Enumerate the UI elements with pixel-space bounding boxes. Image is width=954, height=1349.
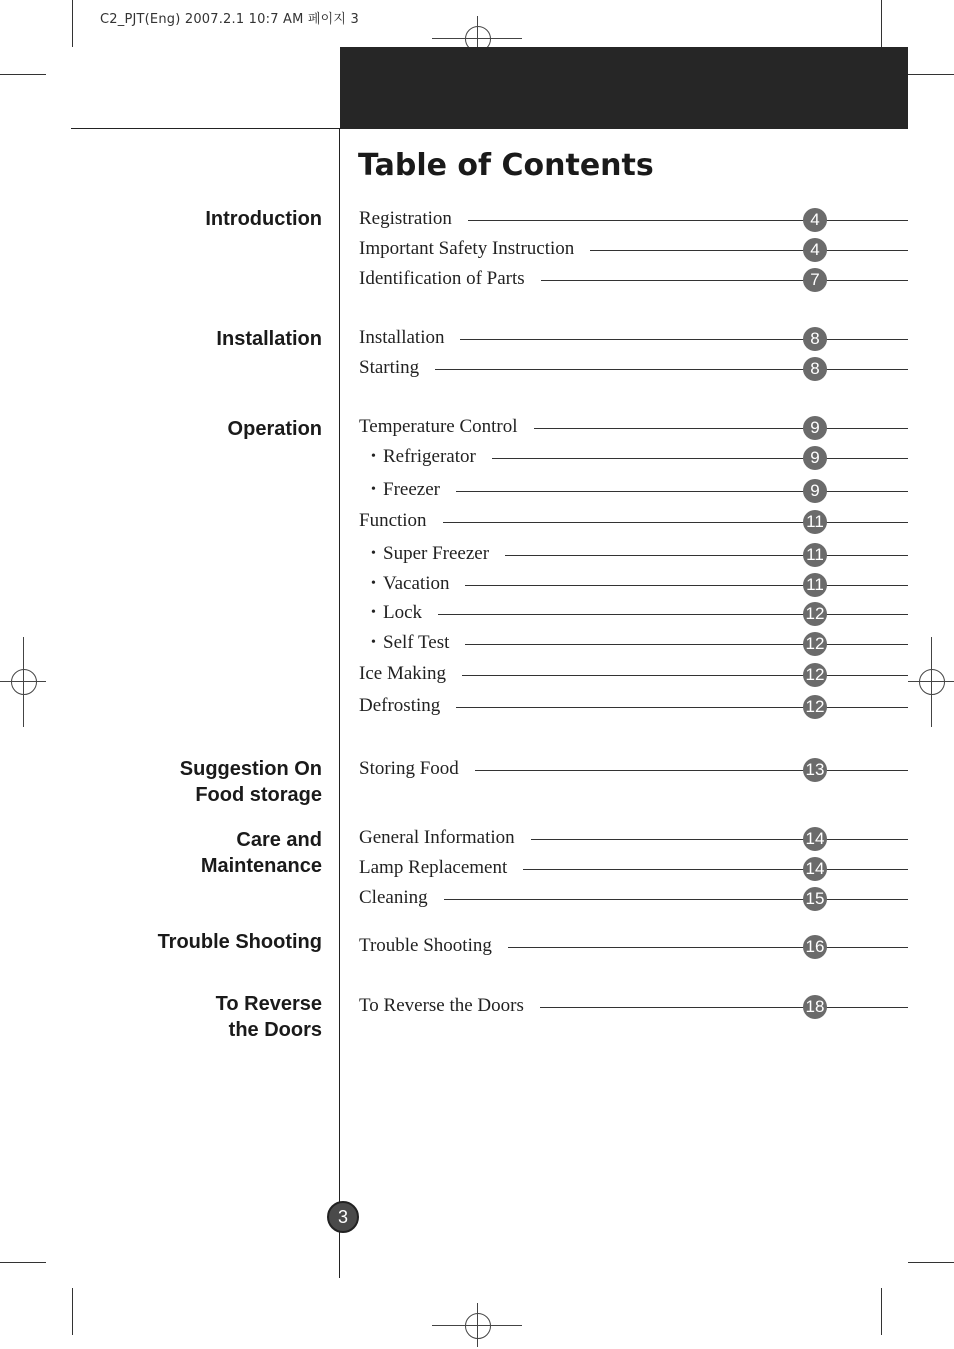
crop-mark bbox=[0, 74, 46, 75]
toc-entry bbox=[359, 572, 908, 596]
leader-rule bbox=[475, 770, 908, 771]
toc-entry bbox=[359, 856, 908, 880]
page-number-badge: 9 bbox=[803, 446, 827, 470]
leader-rule bbox=[460, 339, 908, 340]
toc-entry-label: Trouble Shooting bbox=[359, 935, 492, 956]
toc-entry bbox=[359, 694, 908, 718]
leader-rule bbox=[462, 675, 908, 676]
toc-entry-label: To Reverse the Doors bbox=[359, 995, 524, 1016]
crop-mark bbox=[72, 1288, 73, 1335]
toc-entry-label: Freezer bbox=[383, 479, 440, 500]
page-number-badge: 13 bbox=[803, 758, 827, 782]
leader-rule bbox=[444, 899, 908, 900]
toc-entry bbox=[359, 886, 908, 910]
leader-rule bbox=[534, 428, 908, 429]
page-number-badge: 16 bbox=[803, 935, 827, 959]
page-number-badge: 18 bbox=[803, 995, 827, 1019]
crop-mark bbox=[908, 74, 954, 75]
leader-rule bbox=[541, 280, 908, 281]
leader-rule bbox=[456, 491, 908, 492]
section-heading-food-storage bbox=[180, 756, 322, 808]
bullet-icon: • bbox=[371, 576, 376, 591]
toc-entry bbox=[359, 267, 908, 291]
page-number-badge: 11 bbox=[803, 543, 827, 567]
header-band bbox=[340, 47, 908, 129]
section-heading-line: Operation bbox=[227, 418, 322, 440]
leader-rule bbox=[443, 522, 908, 523]
leader-rule bbox=[438, 614, 908, 615]
toc-entry-label: Defrosting bbox=[359, 695, 441, 716]
section-heading-line: Suggestion On bbox=[179, 758, 322, 780]
page-number-badge: 8 bbox=[803, 327, 827, 351]
toc-entry bbox=[359, 509, 908, 533]
crop-mark bbox=[881, 1288, 882, 1335]
toc-entry-label: Storing Food bbox=[359, 758, 459, 779]
leader-rule bbox=[523, 869, 908, 870]
toc-entry bbox=[359, 757, 908, 781]
page-number-badge: 11 bbox=[803, 573, 827, 597]
section-heading-reverse-doors bbox=[216, 991, 322, 1043]
leader-rule bbox=[540, 1007, 908, 1008]
leader-rule bbox=[531, 839, 908, 840]
toc-entry-label: Identification of Parts bbox=[359, 268, 525, 289]
toc-entry bbox=[359, 934, 908, 958]
page-number-badge: 4 bbox=[803, 208, 827, 232]
page-number-badge: 7 bbox=[803, 268, 827, 292]
page-number-badge: 9 bbox=[803, 416, 827, 440]
toc-entry bbox=[359, 542, 908, 566]
leader-rule bbox=[456, 707, 908, 708]
leader-rule bbox=[590, 250, 908, 251]
crop-mark bbox=[908, 1262, 954, 1263]
toc-entry bbox=[359, 662, 908, 686]
toc-entry-label: Lock bbox=[383, 602, 423, 623]
section-heading-line: Trouble Shooting bbox=[157, 931, 322, 953]
section-heading-care bbox=[201, 827, 322, 879]
toc-entry bbox=[359, 994, 908, 1018]
page-number-badge: 4 bbox=[803, 238, 827, 262]
toc-entry-label: Important Safety Instruction bbox=[359, 238, 575, 259]
toc-entry-label: Temperature Control bbox=[359, 416, 518, 437]
bullet-icon: • bbox=[371, 546, 376, 561]
section-heading-line: Introduction bbox=[205, 208, 322, 230]
page-number-badge: 15 bbox=[803, 887, 827, 911]
leader-rule bbox=[435, 369, 908, 370]
section-heading-operation bbox=[228, 416, 322, 442]
toc-entry-label: Starting bbox=[359, 357, 420, 378]
crop-mark bbox=[72, 0, 73, 47]
section-heading-line: Care and bbox=[236, 829, 322, 851]
page-number-badge: 12 bbox=[803, 632, 827, 656]
section-heading-introduction bbox=[205, 206, 322, 232]
page-number-badge: 12 bbox=[803, 695, 827, 719]
bullet-icon: • bbox=[371, 449, 376, 464]
toc-entry bbox=[359, 207, 908, 231]
toc-entry bbox=[359, 445, 908, 469]
top-rule bbox=[71, 128, 341, 129]
page-number-badge: 12 bbox=[803, 663, 827, 687]
section-heading-line: the Doors bbox=[228, 1019, 322, 1041]
leader-rule bbox=[508, 947, 908, 948]
toc-entry bbox=[359, 356, 908, 380]
toc-entry bbox=[359, 237, 908, 261]
page-title: Table of Contents bbox=[358, 148, 654, 183]
toc-entry-label: Registration bbox=[359, 208, 452, 229]
page-number-badge: 14 bbox=[803, 857, 827, 881]
toc-entry-label: Function bbox=[359, 510, 427, 531]
crop-mark bbox=[881, 0, 882, 47]
leader-rule bbox=[465, 644, 908, 645]
section-heading-line: Maintenance bbox=[200, 855, 322, 877]
toc-entry-label: Installation bbox=[359, 327, 445, 348]
toc-entry-label: Vacation bbox=[383, 573, 450, 594]
section-heading-line: Installation bbox=[216, 328, 322, 350]
toc-entry-label: Refrigerator bbox=[383, 446, 476, 467]
leader-rule bbox=[492, 458, 908, 459]
toc-entry-label: Cleaning bbox=[359, 887, 428, 908]
section-heading-trouble-shooting bbox=[158, 929, 322, 955]
page-number-badge: 3 bbox=[327, 1201, 359, 1233]
leader-rule bbox=[505, 555, 908, 556]
section-heading-line: Food storage bbox=[195, 784, 322, 806]
column-divider bbox=[339, 128, 340, 1278]
page-number-badge: 9 bbox=[803, 479, 827, 503]
section-heading-installation bbox=[216, 326, 322, 352]
toc-entry bbox=[359, 601, 908, 625]
page-number-badge: 14 bbox=[803, 827, 827, 851]
toc-entry bbox=[359, 478, 908, 502]
toc-entry-label: General Information bbox=[359, 827, 515, 848]
page-number-badge: 8 bbox=[803, 357, 827, 381]
leader-rule bbox=[465, 585, 908, 586]
leader-rule bbox=[468, 220, 908, 221]
toc-entry-label: Self Test bbox=[383, 632, 450, 653]
bullet-icon: • bbox=[371, 635, 376, 650]
page-number-badge: 11 bbox=[803, 510, 827, 534]
crop-mark bbox=[0, 1262, 46, 1263]
bullet-icon: • bbox=[371, 605, 376, 620]
section-heading-line: To Reverse bbox=[215, 993, 322, 1015]
toc-entry bbox=[359, 826, 908, 850]
bullet-icon: • bbox=[371, 482, 376, 497]
print-header: C2_PJT(Eng) 2007.2.1 10:7 AM 페이지 3 bbox=[100, 12, 359, 27]
page-number-badge: 12 bbox=[803, 602, 827, 626]
toc-entry-label: Super Freezer bbox=[383, 543, 490, 564]
toc-entry bbox=[359, 631, 908, 655]
toc-entry bbox=[359, 326, 908, 350]
toc-entry-label: Lamp Replacement bbox=[359, 857, 508, 878]
toc-entry-label: Ice Making bbox=[359, 663, 447, 684]
toc-entry bbox=[359, 415, 908, 439]
